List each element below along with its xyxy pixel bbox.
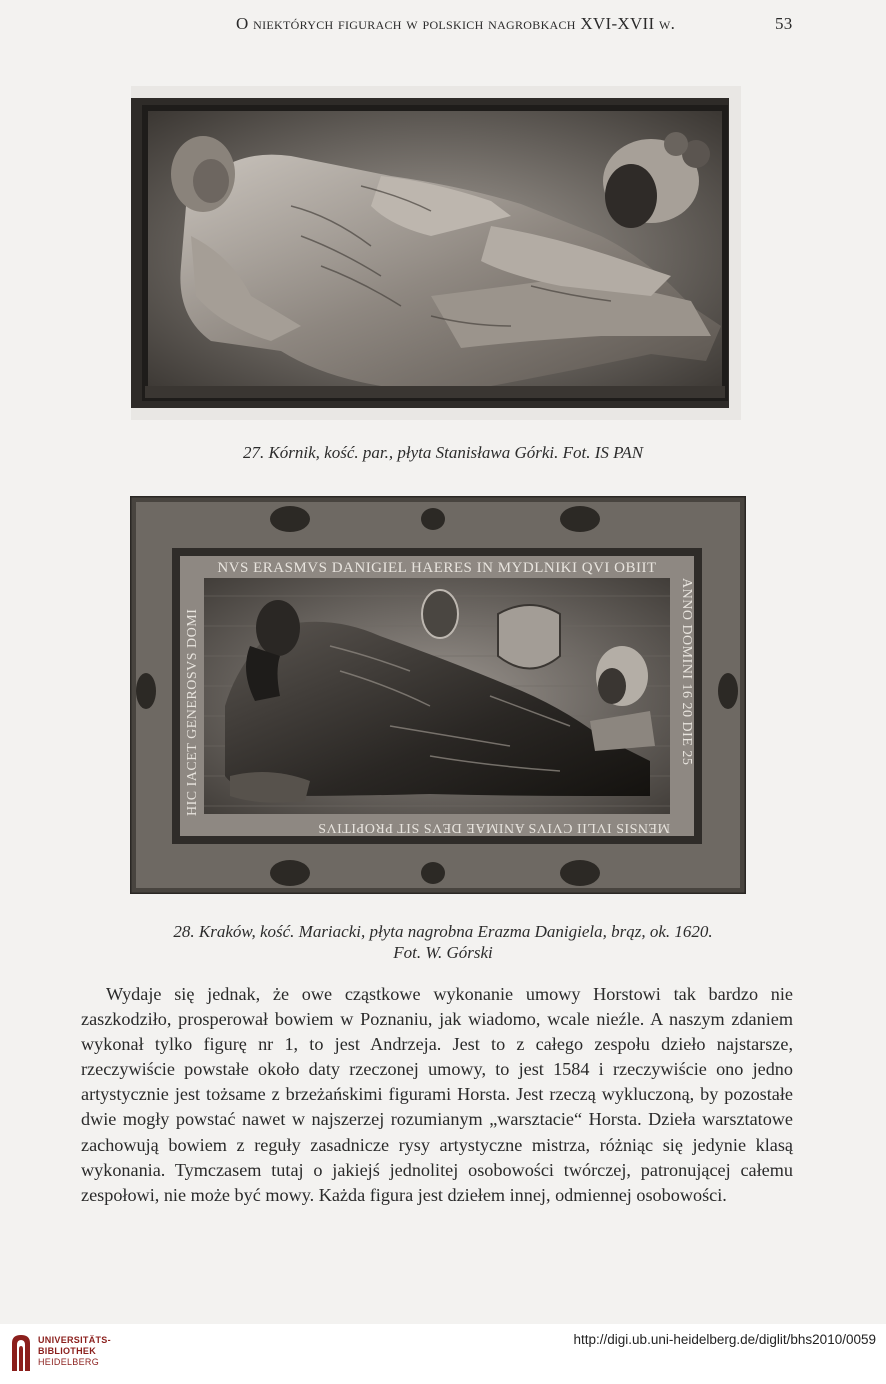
page-number: 53 bbox=[775, 14, 793, 33]
figure-28-photo bbox=[130, 496, 746, 894]
library-logo-icon bbox=[10, 1333, 32, 1373]
inscription-left: HIC IACET GENEROSVS DOMI bbox=[185, 608, 200, 816]
logo-line-2: BIBLIOTHEK bbox=[38, 1346, 96, 1356]
library-logo-text bbox=[38, 1335, 111, 1368]
figure-27-photo bbox=[131, 86, 741, 420]
inscription-right: ANNO DOMINI 16 20 DIE 25 bbox=[679, 578, 694, 766]
library-logo[interactable] bbox=[10, 1333, 120, 1373]
bronze-tomb-plate-image bbox=[130, 496, 746, 894]
logo-line-1: UNIVERSITÄTS- bbox=[38, 1335, 111, 1345]
inscription-top: NVS ERASMVS DANIGIEL HAERES IN MYDLNIKI QVI OBIIT bbox=[217, 560, 657, 576]
body-paragraph: Wydaje się jednak, że owe cząstkowe wykonanie umowy Horstowi tak bardzo nie zaszkodziło, prosperował bowiem w Poznaniu, jak wiadomo, wcale nieźle. A naszym zdaniem wykonał tylko figurę nr 1, to jest Andrzeja. Jest to z całego zespołu dzieło najstarsze, rzeczywiście powstałe około daty rzeczonej umowy, to jest 1584 i rzeczywiście ono jedno artystycznie jest tożsame z brzeżańskimi figurami Horsta. Jest rzeczą wykluczoną, by pozostałe dwie mogły powstać nawet w najszerzej rozumianym „warsztacie“ Horsta. Dzieła warsztatowe zachowują bowiem z reguły zasadnicze rysy artystyczne mistrza, różniąc się jedynie klasą wykonania. Tymczasem tutaj o jakiejś jednolitej osobowości twórczej, patronującej całemu zespołowi, nie może być mowy. Każda figura jest dziełem innej, odmiennej osobowości. bbox=[81, 984, 793, 1205]
logo-line-3: HEIDELBERG bbox=[38, 1357, 100, 1367]
inscription-bottom: MENSIS IVLII CVIVS ANIMAE DEVS SIT PROPITIVS bbox=[317, 820, 670, 835]
figure-28-caption bbox=[100, 921, 786, 963]
figure-28-caption-line2: Fot. W. Górski bbox=[393, 943, 493, 962]
relief-tomb-slab-image bbox=[131, 86, 741, 420]
body-text bbox=[81, 982, 793, 1208]
running-head bbox=[0, 14, 886, 38]
running-title: O niektórych figurach w polskich nagrobkach XVI-XVII w. bbox=[236, 14, 676, 33]
footer-bar bbox=[0, 1324, 886, 1384]
permalink-url[interactable]: http://digi.ub.uni-heidelberg.de/diglit/bhs2010/0059 bbox=[573, 1332, 876, 1347]
figure-28-caption-line1: 28. Kraków, kość. Mariacki, płyta nagrobna Erazma Danigiela, brąz, ok. 1620. bbox=[173, 922, 713, 941]
figure-27-caption: 27. Kórnik, kość. par., płyta Stanisława Górki. Fot. IS PAN bbox=[242, 443, 644, 462]
